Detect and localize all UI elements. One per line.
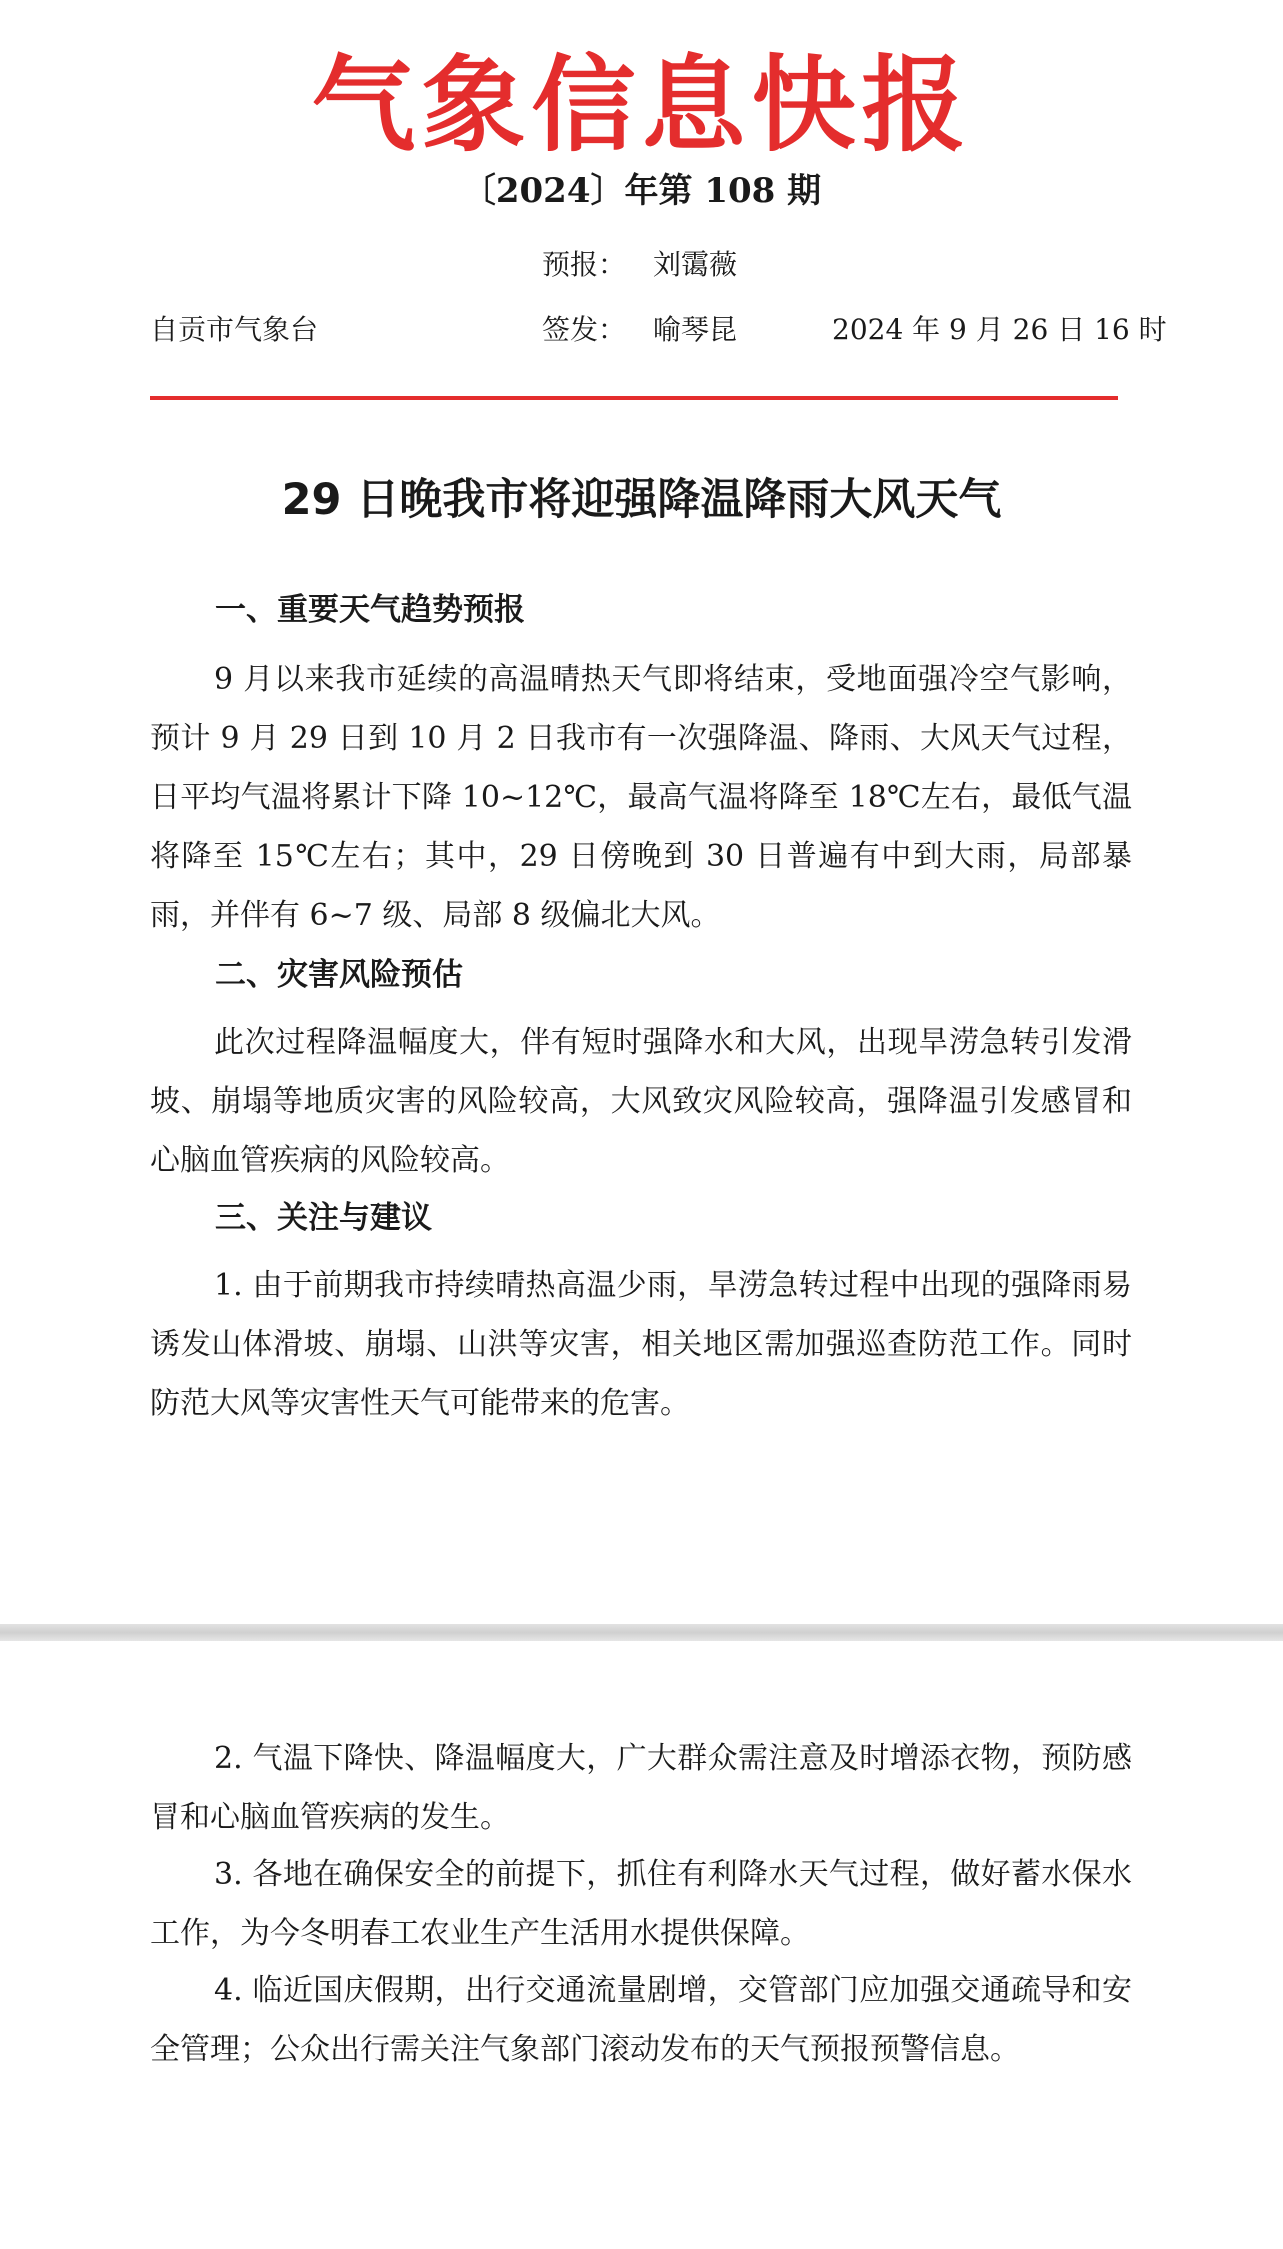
- forecast-label: 预报：: [542, 248, 627, 281]
- signer-name: 喻琴昆: [653, 313, 738, 346]
- issue-number: 〔2024〕年第 108 期: [461, 171, 822, 211]
- forecaster-name: 刘霭薇: [653, 248, 738, 281]
- risk-paragraph: 此次过程降温幅度大，伴有短时强降水和大风，出现旱涝急转引发滑坡、崩塌等地质灾害的风险较高，大风致灾风险较高，强降温引发感冒和心脑血管疾病的风险较高。: [150, 1025, 1132, 1178]
- red-separator-line: [150, 396, 1118, 400]
- advice-item-3: 3. 各地在确保安全的前提下，抓住有利降水天气过程，做好蓄水保水工作，为今冬明春工农业生产生活用水提供保障。: [150, 1857, 1132, 1951]
- section-heading-advice: 三、关注与建议: [215, 1200, 432, 1236]
- advice-item-2: 2. 气温下降快、降温幅度大，广大群众需注意及时增添衣物，预防感冒和心脑血管疾病的发生。: [150, 1741, 1132, 1835]
- forecast-paragraph: 9 月以来我市延续的高温晴热天气即将结束，受地面强冷空气影响，预计 9 月 29 日到 10 月 2 日我市有一次强降温、降雨、大风天气过程，日平均气温将累计下降 10~12℃，最高气温将降至 18℃左右，最低气温将降至 15℃左右；其中，29 日傍晚到 30 日普遍有中到大雨，局部暴雨，并伴有 6~7 级、局部 8 级偏北大风。: [150, 662, 1132, 933]
- issuing-agency: 自贡市气象台: [150, 313, 319, 346]
- sign-label: 签发：: [542, 313, 627, 346]
- masthead-title: 气象信息快报: [311, 43, 972, 166]
- section-heading-forecast: 一、重要天气趋势预报: [215, 592, 525, 628]
- issue-datetime: 2024 年 9 月 26 日 16 时: [832, 313, 1167, 346]
- page-break-divider: [0, 1624, 1283, 1641]
- advice-item-1: 1. 由于前期我市持续晴热高温少雨，旱涝急转过程中出现的强降雨易诱发山体滑坡、崩塌、山洪等灾害，相关地区需加强巡查防范工作。同时防范大风等灾害性天气可能带来的危害。: [150, 1268, 1132, 1421]
- document-page-2: [0, 1641, 1283, 2249]
- bulletin-headline: 29 日晚我市将迎强降温降雨大风天气: [281, 475, 1002, 525]
- section-heading-risk: 二、灾害风险预估: [215, 957, 463, 993]
- advice-item-4: 4. 临近国庆假期，出行交通流量剧增，交管部门应加强交通疏导和安全管理；公众出行需关注气象部门滚动发布的天气预报预警信息。: [150, 1973, 1132, 2067]
